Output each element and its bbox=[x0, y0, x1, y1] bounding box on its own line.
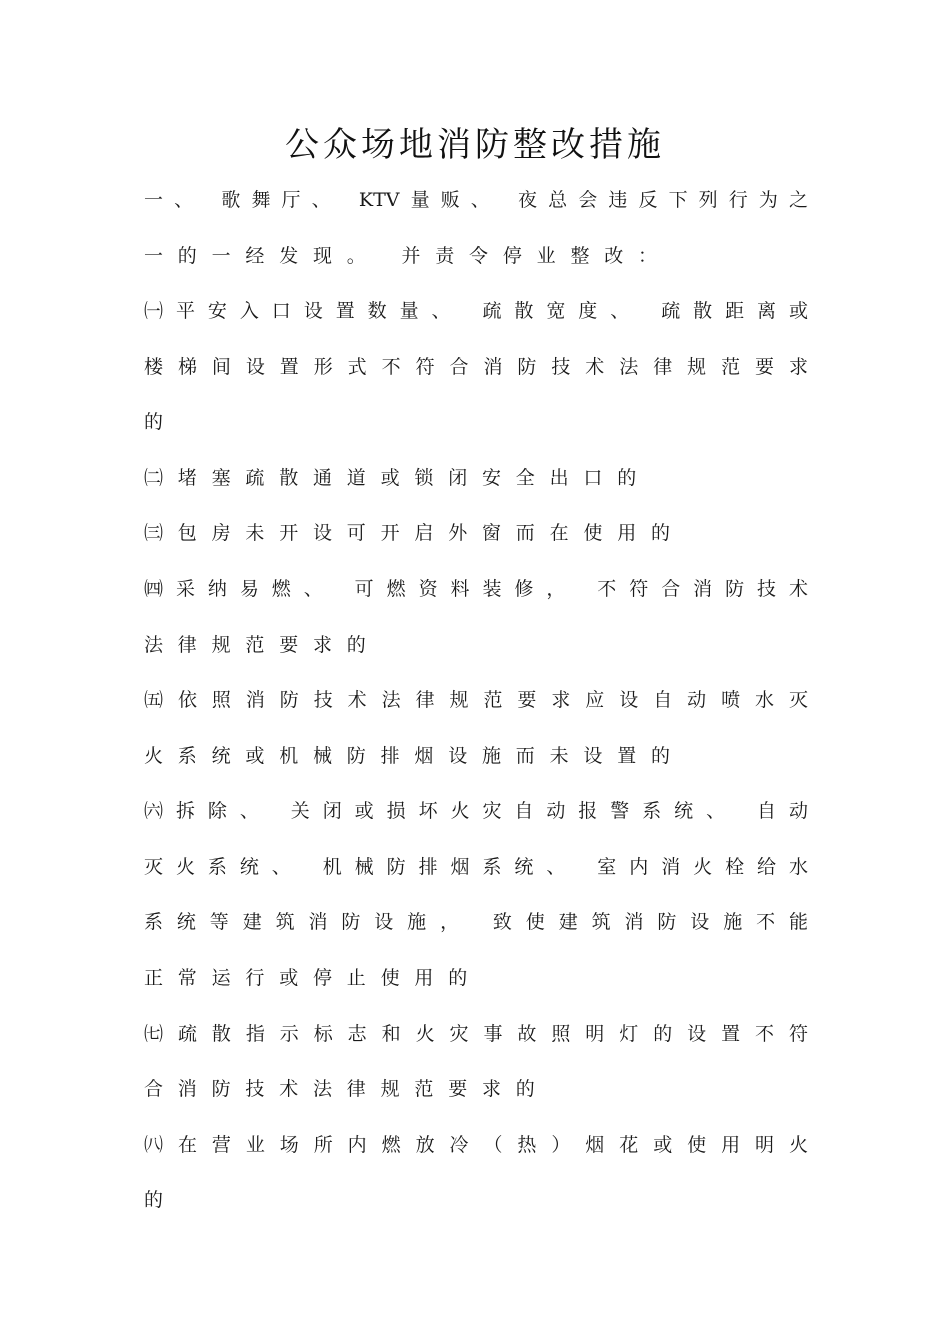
text-line-18: ㈧在营业场所内燃放冷（热）烟花或使用明火 bbox=[144, 1134, 808, 1156]
text-line-10: ㈤依照消防技术法律规范要求应设自动喷水灭 bbox=[144, 689, 808, 711]
text-line-5: 的 bbox=[144, 411, 178, 433]
text-line-15: 正常运行或停止使用的 bbox=[144, 967, 483, 989]
text-line-3: ㈠平安入口设置数量、 疏散宽度、 疏散距离或 bbox=[144, 300, 808, 322]
text-line-2: 一的一经发现。 并责令停业整改： bbox=[144, 245, 672, 267]
text-line-8: ㈣采纳易燃、 可燃资料装修， 不符合消防技术 bbox=[144, 578, 808, 600]
text-line-6: ㈡堵塞疏散通道或锁闭安全出口的 bbox=[144, 467, 652, 489]
text-line-4: 楼梯间设置形式不符合消防技术法律规范要求 bbox=[144, 356, 808, 378]
page-title: 公众场地消防整改措施 bbox=[285, 125, 665, 165]
text-line-7: ㈢包房未开设可开启外窗而在使用的 bbox=[144, 522, 685, 544]
text-line-17: 合消防技术法律规范要求的 bbox=[144, 1078, 550, 1100]
text-line-14: 系统等建筑消防设施， 致使建筑消防设施不能 bbox=[144, 911, 808, 933]
text-line-12: ㈥拆除、 关闭或损坏火灾自动报警系统、 自动 bbox=[144, 800, 808, 822]
text-line-9: 法律规范要求的 bbox=[144, 634, 381, 656]
text-line-19: 的 bbox=[144, 1189, 178, 1211]
text-line-16: ㈦疏散指示标志和火灾事故照明灯的设置不符 bbox=[144, 1023, 808, 1045]
text-line-13: 灭火系统、 机械防排烟系统、 室内消火栓给水 bbox=[144, 856, 808, 878]
text-line-11: 火系统或机械防排烟设施而未设置的 bbox=[144, 745, 685, 767]
text-line-1: 一、 歌舞厅、 KTV量贩、 夜总会违反下列行为之 bbox=[144, 189, 808, 211]
